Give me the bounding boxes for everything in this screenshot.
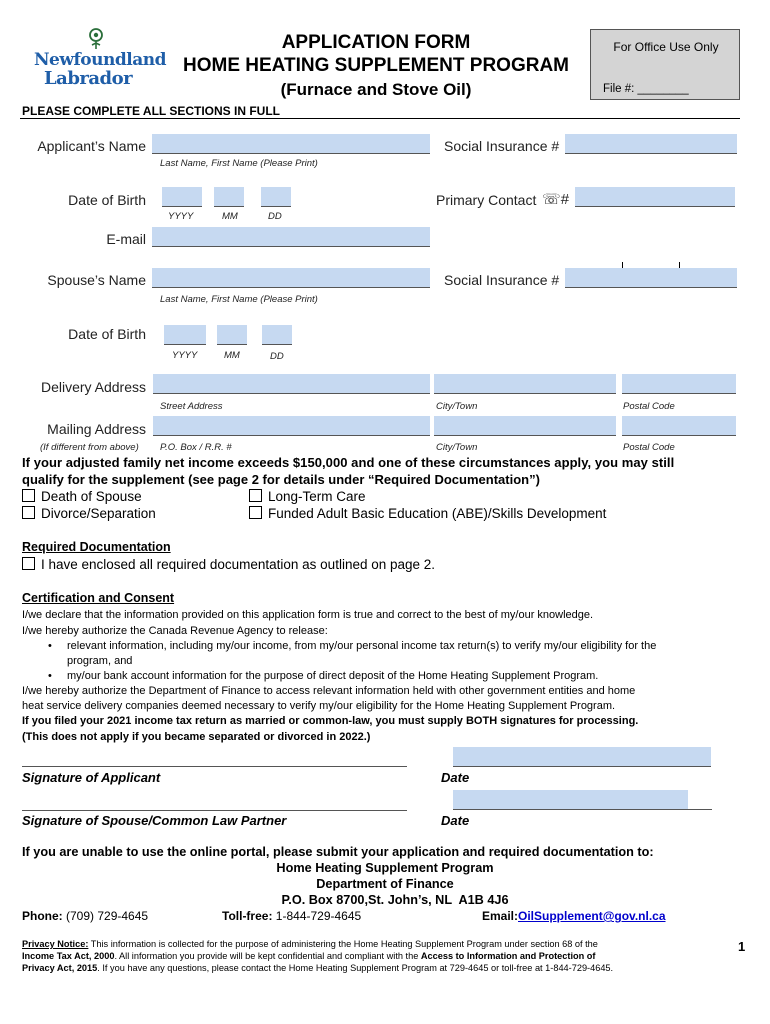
cert-paragraph-1: I/we declare that the information provided on this application form is true and correct to the best of my/our knowledge.: [22, 609, 594, 621]
death-of-spouse-label: Death of Spouse: [41, 489, 142, 504]
cert-bullet-1b: program, and: [67, 655, 133, 667]
applicant-signature-field[interactable]: [22, 766, 407, 767]
date2-field[interactable]: [453, 790, 688, 810]
applicant-dob-label: Date of Birth: [68, 192, 146, 208]
program-subtitle: (Furnace and Stove Oil): [280, 80, 472, 99]
logo-text-line1: Newfoundland: [34, 50, 166, 70]
email-contact: [482, 909, 666, 923]
spouse-dob-label: Date of Birth: [68, 326, 146, 342]
privacy-text1: This information is collected for the purpose of administering the Home Heating Supplement Program under section 68 of the: [90, 939, 598, 949]
bullet-dot: •: [48, 640, 52, 652]
spouse-dob-day[interactable]: [262, 325, 292, 345]
email-link[interactable]: OilSupplement@gov.nl.ca: [518, 909, 666, 923]
date1-label: Date: [441, 770, 470, 785]
privacy-label: Privacy Notice:: [22, 939, 89, 949]
program-title: HOME HEATING SUPPLEMENT PROGRAM: [183, 55, 569, 76]
applicant-name-field[interactable]: [152, 134, 430, 154]
mailing-postal-field[interactable]: [622, 416, 736, 436]
checkbox-abe[interactable]: [249, 506, 262, 524]
page-number: 1: [738, 939, 746, 954]
government-logo: [34, 26, 166, 90]
postal-hint: Postal Code: [623, 401, 675, 412]
divorce-separation-label: Divorce/Separation: [41, 506, 156, 521]
spouse-name-hint: Last Name, First Name (Please Print): [160, 294, 318, 305]
required-doc-heading: Required Documentation: [22, 540, 171, 554]
office-use-label: For Office Use Only: [613, 40, 719, 54]
delivery-postal-field[interactable]: [622, 374, 736, 394]
applicant-sin-label: Social Insurance #: [444, 138, 560, 154]
pitcher-plant-icon: [84, 26, 108, 50]
email-contact-label: Email:: [482, 909, 519, 923]
sin-divider: [622, 262, 623, 268]
privacy-act-year: Privacy Act, 2015: [22, 963, 98, 973]
email-label: E-mail: [106, 231, 146, 247]
cert-paragraph-4b: (This does not apply if you became separated or divorced in 2022.): [22, 731, 371, 743]
dob-day-hint: DD: [268, 211, 282, 222]
mailing-pobox-field[interactable]: [153, 416, 430, 436]
tollfree-number: 1-844-729-4645: [275, 909, 362, 923]
required-doc-label: I have enclosed all required documentation as outlined on page 2.: [41, 557, 436, 572]
mailing-hint: (If different from above): [40, 442, 139, 453]
phone-contact: [22, 909, 148, 923]
spouse-name-field[interactable]: [152, 268, 430, 288]
mailing-address-label: Mailing Address: [47, 421, 146, 437]
privacy-text3: . If you have any questions, please contact the Home Heating Supplement Program at 729-4645 or toll-free at 1-844-729-4645.: [97, 963, 614, 973]
applicant-name-hint: Last Name, First Name (Please Print): [160, 158, 318, 169]
phone-label: Phone:: [22, 909, 63, 923]
abe-label: Funded Adult Basic Education (ABE)/Skills Development: [268, 506, 607, 521]
divider: [20, 118, 740, 119]
street-hint: Street Address: [160, 401, 223, 412]
cert-paragraph-3a: I/we hereby authorize the Department of Finance to access relevant information held with other government entities and home: [22, 685, 636, 697]
privacy-line2: [22, 951, 595, 961]
income-text-line2: qualify for the supplement (see page 2 for details under “Required Documentation”): [22, 472, 540, 487]
checkbox-box[interactable]: [249, 506, 262, 519]
certification-heading: Certification and Consent: [22, 591, 175, 605]
applicant-dob-year[interactable]: [162, 187, 202, 207]
applicant-signature-label: Signature of Applicant: [22, 770, 161, 785]
checkbox-required-doc[interactable]: [22, 557, 35, 575]
form-title: APPLICATION FORM: [281, 32, 471, 53]
tollfree-contact: [222, 909, 361, 923]
income-text-line1: If your adjusted family net income exceeds $150,000 and one of these circumstances apply, you may still: [22, 455, 675, 470]
instruction-text: PLEASE COMPLETE ALL SECTIONS IN FULL: [22, 104, 281, 118]
delivery-street-field[interactable]: [153, 374, 430, 394]
file-number-label: File #: ________: [603, 83, 689, 95]
tollfree-label: Toll-free:: [222, 909, 273, 923]
submit-program: Home Heating Supplement Program: [276, 861, 494, 875]
city2-hint: City/Town: [436, 442, 478, 453]
cert-bullet-2: my/our bank account information for the purpose of direct deposit of the Home Heating Supplement Program.: [67, 670, 599, 682]
checkbox-divorce-separation[interactable]: [22, 506, 35, 524]
privacy-atipp: Access to Information and Protection of: [420, 951, 596, 961]
spouse-dob-month-hint: MM: [224, 350, 240, 361]
delivery-city-field[interactable]: [434, 374, 616, 394]
privacy-text2: . All information you provide will be kept confidential and compliant with the: [114, 951, 419, 961]
checkbox-box[interactable]: [22, 489, 35, 502]
applicant-dob-month[interactable]: [214, 187, 244, 207]
checkbox-long-term-care[interactable]: [249, 489, 262, 507]
long-term-care-label: Long-Term Care: [268, 489, 366, 504]
phone-number: (709) 729-4645: [66, 909, 149, 923]
cert-paragraph-4a: If you filed your 2021 income tax return as married or common-law, you must supply BOTH signatures for processing.: [22, 715, 639, 727]
spouse-name-label: Spouse’s Name: [47, 272, 146, 288]
submit-text-line1: If you are unable to use the online portal, please submit your application and required documentation to:: [22, 845, 654, 859]
bullet-dot: •: [48, 670, 52, 682]
spouse-dob-day-hint: DD: [270, 351, 284, 362]
applicant-dob-day[interactable]: [261, 187, 291, 207]
spouse-sin-label: Social Insurance #: [444, 272, 560, 288]
office-use-box: [590, 29, 740, 100]
dob-year-hint: YYYY: [168, 211, 194, 222]
date2-label: Date: [441, 813, 470, 828]
primary-contact-field[interactable]: [575, 187, 735, 207]
cert-bullet-1a: relevant information, including my/our income, from my/our personal income tax return(s) to verify my/our eligibility for the: [67, 640, 657, 652]
postal2-hint: Postal Code: [623, 442, 675, 453]
spouse-dob-year-hint: YYYY: [172, 350, 198, 361]
checkbox-death-of-spouse[interactable]: [22, 489, 35, 507]
submit-address: P.O. Box 8700,St. John’s, NL A1B 4J6: [281, 893, 509, 907]
applicant-sin-field[interactable]: [565, 134, 737, 154]
privacy-act-name: Income Tax Act, 2000: [22, 951, 115, 961]
privacy-line3: [22, 963, 613, 973]
spouse-sin-field[interactable]: [565, 268, 737, 288]
checkbox-box[interactable]: [22, 557, 35, 570]
city-hint: City/Town: [436, 401, 478, 412]
privacy-line1: [22, 939, 598, 949]
primary-contact-label: Primary Contact: [436, 192, 537, 208]
sin-divider: [679, 262, 680, 268]
email-field[interactable]: [152, 227, 430, 247]
phone-icon: ☏#: [542, 191, 570, 208]
date2-underline: [688, 809, 712, 810]
spouse-dob-year[interactable]: [164, 325, 206, 345]
mailing-city-field[interactable]: [434, 416, 616, 436]
spouse-signature-label: Signature of Spouse/Common Law Partner: [22, 813, 287, 828]
cert-paragraph-3b: heat service delivery companies deemed necessary to verify my/our eligibility for the Home Heating Supplement Program.: [22, 700, 616, 712]
cert-paragraph-2: I/we hereby authorize the Canada Revenue Agency to release:: [22, 625, 328, 637]
checkbox-box[interactable]: [249, 489, 262, 502]
dob-month-hint: MM: [222, 211, 238, 222]
spouse-dob-month[interactable]: [217, 325, 247, 345]
pobox-hint: P.O. Box / R.R. #: [160, 442, 232, 453]
delivery-address-label: Delivery Address: [40, 379, 146, 395]
spouse-signature-field[interactable]: [22, 810, 407, 811]
logo-text-line2: Labrador: [44, 68, 133, 89]
applicant-name-label: Applicant’s Name: [37, 138, 146, 154]
submit-department: Department of Finance: [316, 877, 454, 891]
checkbox-box[interactable]: [22, 506, 35, 519]
date1-field[interactable]: [453, 747, 711, 767]
